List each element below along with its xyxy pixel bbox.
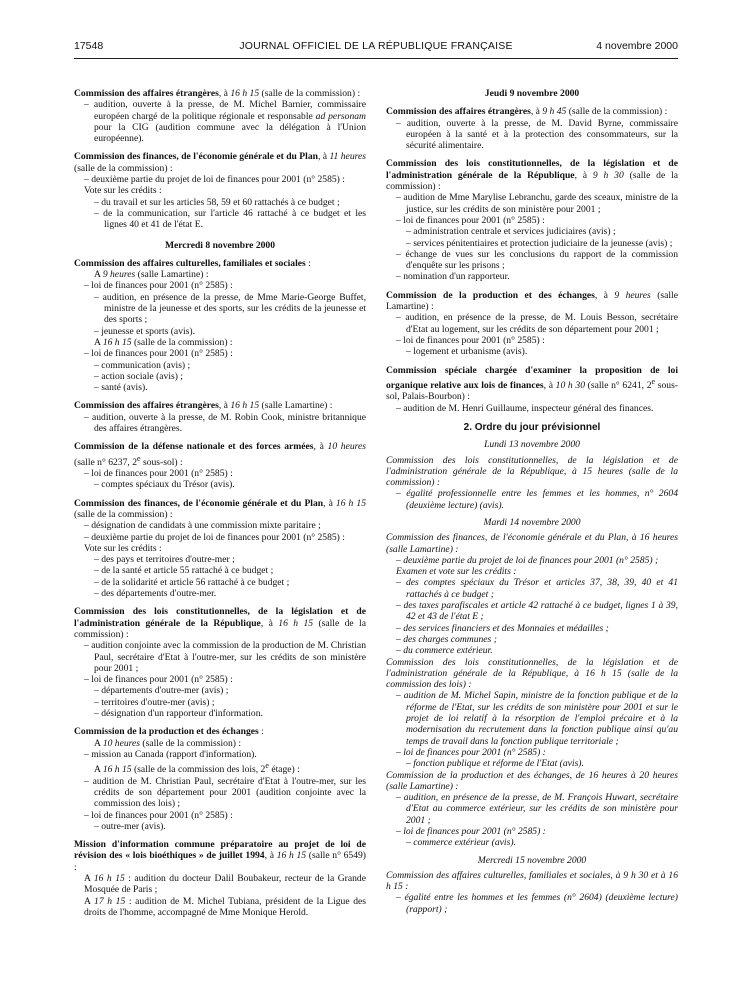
day-heading-monday: Lundi 13 novembre 2000 (484, 439, 580, 451)
agenda-item: – des charges communes ; (396, 633, 497, 645)
agenda-heading: Commission des affaires étrangères, à 9 h 45 (salle de la commission) : (386, 106, 668, 118)
day-heading-thursday: Jeudi 9 novembre 2000 (484, 88, 580, 99)
spacer (74, 832, 366, 839)
right-block-4 (386, 870, 678, 915)
right-block-2 (386, 455, 678, 511)
agenda-item: – fonction publique et réforme de l'Etat (avis). (406, 758, 584, 770)
agenda-item: – deuxième partie du projet de loi de finances pour 2001 (n° 2585) : (84, 531, 345, 543)
agenda-item: – commerce extérieur (avis). (406, 837, 516, 849)
agenda-item: – des services financiers et des Monnaies et médailles ; (396, 622, 609, 634)
agenda-item: – services pénitentiaires et protection judiciaire de la jeunesse (avis) ; (406, 237, 673, 249)
agenda-item: – loi de finances pour 2001 (n° 2585) : (84, 348, 233, 360)
agenda-item: A 10 heures (salle de la commission) : (94, 737, 242, 749)
left-block-2 (74, 258, 366, 918)
agenda-heading: Commission des finances, de l'économie générale et du Plan, à 11 heures (salle de la commission) : (74, 151, 366, 174)
agenda-heading: Commission des lois constitutionnelles, de la législation et de l'administration générale de la République, à 15 heures (salle de la commission) : (386, 454, 678, 489)
agenda-item: – des taxes parafiscales et article 42 rattaché à ce budget, lignes 1 à 39, 42 et 43 de l'état E ; (396, 600, 678, 623)
agenda-item: A 16 h 15 : audition du docteur Dalil Boubakeur, recteur de la Grande Mosquée de Paris ; (84, 873, 366, 896)
spacer (386, 358, 678, 365)
right-column (386, 88, 678, 915)
right-block-1 (386, 106, 678, 414)
day-heading-wednesday-15: Mercredi 15 novembre 2000 (477, 854, 587, 866)
agenda-item: – audition conjointe avec la commission de la production de M. Christian Paul, secrétaire d'Etat à l'outre-mer, sur les crédits de son ministère pour 2001 ; (84, 640, 366, 674)
agenda-item: – audition, en présence de la presse, de M. François Huwart, secrétaire d'Etat au commerce extérieur, sur les crédits de son ministère pour 2001 ; (396, 792, 678, 826)
agenda-item: – mission au Canada (rapport d'information). (84, 748, 257, 760)
agenda-item: – loi de finances pour 2001 (n° 2585) : (396, 746, 546, 758)
agenda-heading: Commission de la défense nationale et des forces armées, à 10 heures (salle n° 6237, 2e sous-sol) : (74, 441, 366, 468)
agenda-item: A 16 h 15 (salle de la commission des lois, 2e étage) : (94, 761, 300, 776)
page-header (74, 40, 678, 56)
agenda-item: – des comptes spéciaux du Trésor et articles 37, 38, 39, 40 et 41 rattachés à ce budget ; (396, 577, 678, 600)
agenda-item: – égalité entre les hommes et les femmes (n° 2604) (deuxième lecture) (rapport) ; (396, 892, 678, 915)
agenda-item: – égalité professionnelle entre les femmes et les hommes, n° 2604 (deuxième lecture) (avis). (396, 488, 678, 511)
agenda-item: – loi de finances pour 2001 (n° 2585) : (84, 468, 233, 480)
section-heading: 2. Ordre du jour prévisionnel (463, 421, 601, 433)
agenda-item: – communication (avis) ; (94, 359, 191, 371)
agenda-item: – jeunesse et sports (avis). (94, 325, 195, 337)
agenda-item: – action sociale (avis) ; (94, 370, 183, 382)
spacer (74, 719, 366, 726)
agenda-item: – loi de finances pour 2001 (n° 2585) : (84, 809, 233, 821)
spacer (74, 599, 366, 606)
agenda-item: – audition, ouverte à la presse, de M. Michel Barnier, commissaire européen chargé de la politique régionale et responsable ad personam pour la CIG (audition commune avec la délégation à l'Union européenne). (84, 99, 366, 145)
agenda-heading: Commission des finances, de l'économie générale et du Plan, à 16 h 15 (salle de la commission) : (74, 497, 366, 520)
agenda-item: – deuxième partie du projet de loi de finances pour 2001 (n° 2585) : (84, 174, 345, 186)
agenda-item: – de la communication, sur l'article 46 rattaché à ce budget et les lignes 40 et 41 de l'état E. (94, 207, 366, 231)
issue-date: 4 novembre 2000 (596, 40, 678, 52)
agenda-heading: Commission des affaires culturelles, familiales et sociales, à 9 h 30 et à 16 h 15 : (386, 869, 678, 893)
agenda-heading: Commission de la production et des échanges, à 9 heures (salle Lamartine) : (386, 289, 678, 313)
agenda-item: – de la santé et article 55 rattaché à ce budget ; (94, 565, 274, 577)
spacer (74, 393, 366, 400)
agenda-item: Examen et vote sur les crédits : (396, 566, 517, 578)
agenda-item: – audition de M. Henri Guillaume, inspecteur général des finances. (396, 402, 654, 414)
agenda-item: – de la solidarité et article 56 rattaché à ce budget ; (94, 576, 290, 588)
agenda-item: – loi de finances pour 2001 (n° 2585) : (396, 214, 545, 226)
agenda-item: – des pays et territoires d'outre-mer ; (94, 554, 235, 566)
agenda-item: – loi de finances pour 2001 (n° 2585) : (396, 826, 546, 837)
agenda-heading: Commission de la production et des échanges, de 16 heures à 20 heures (salle Lamartine) : (386, 769, 678, 792)
spacer (386, 283, 678, 290)
agenda-heading: Mission d'information commune préparatoire au projet de loi de révision des « lois bioéthiques » de juillet 1994, à 16 h 15 (salle n° 6549) : (74, 839, 366, 873)
agenda-item: – deuxième partie du projet de loi de finances pour 2001 (n° 2585) ; (396, 554, 659, 566)
day-heading-tuesday: Mardi 14 novembre 2000 (483, 516, 581, 528)
agenda-item: Vote sur les crédits : (84, 542, 162, 554)
agenda-item: – audition de M. Michel Sapin, ministre de la fonction publique et de la réforme de l'Etat, sur les crédits de son ministère pour 2001 et sur le projet de loi relatif à la résorption de l'emploi précaire et à la modernisation du recrutement dans la fonction publique ainsi qu'au temps de travail dans la fonction publique territoriale ; (396, 690, 678, 747)
agenda-item: – départements d'outre-mer (avis) ; (94, 685, 229, 697)
agenda-item: – audition de Mme Marylise Lebranchu, garde des sceaux, ministre de la justice, sur les crédits de son ministère pour 2001 ; (396, 192, 678, 215)
left-column (74, 88, 366, 918)
agenda-item: – territoires d'outre-mer (avis) ; (94, 696, 215, 708)
agenda-item: – désignation de candidats à une commission mixte paritaire ; (84, 520, 321, 532)
agenda-item: – des départements d'outre-mer. (94, 588, 217, 600)
journal-title: JOURNAL OFFICIEL DE LA RÉPUBLIQUE FRANÇAISE (239, 40, 513, 52)
agenda-item: – désignation d'un rapporteur d'information. (94, 708, 263, 720)
agenda-heading: Commission spéciale chargée d'examiner la proposition de loi organique relative aux lois de finances, à 10 h 30 (salle n° 6241, 2e sous-sol, Palais-Bourbon) : (386, 364, 678, 403)
agenda-item: – nomination d'un rapporteur. (396, 271, 510, 283)
agenda-item: – outre-mer (avis). (94, 820, 166, 832)
agenda-item: A 17 h 15 : audition de M. Michel Tubiana, président de la Ligue des droits de l'homme, accompagné de Mme Monique Herold. (84, 895, 367, 918)
agenda-item: – audition, ouverte à la presse, de M. David Byrne, commissaire européen à la santé et à la protection des consommateurs, sur la sécurité alimentaire. (396, 117, 678, 152)
agenda-heading: Commission des affaires culturelles, familiales et sociales : (74, 257, 311, 269)
header-rule (74, 58, 678, 59)
agenda-heading: Commission de la production et des échanges : (74, 726, 264, 738)
agenda-item: – audition, en présence de la presse, de M. Louis Besson, secrétaire d'Etat au logement, sur les crédits de son département pour 2001 ; (396, 312, 678, 335)
agenda-heading: Commission des lois constitutionnelles, de la législation et de l'administration générale de la République, à 16 h 15 (salle de la commission) : (74, 606, 366, 640)
agenda-heading: Commission des affaires étrangères, à 16 h 15 (salle de la commission) : (74, 88, 361, 99)
agenda-item: A 9 heures (salle Lamartine) : (94, 269, 209, 281)
agenda-item: – audition, en présence de la presse, de Mme Marie-George Buffet, ministre de la jeunesse et des sports, sur les crédits de la jeunesse et des sports ; (94, 291, 366, 326)
agenda-item: – du travail et sur les articles 58, 59 et 60 rattachés à ce budget ; (94, 196, 340, 208)
agenda-item: – loi de finances pour 2001 (n° 2585) : (396, 334, 545, 346)
agenda-heading: Commission des finances, de l'économie générale et du Plan, à 16 heures (salle Lamartine) : (386, 532, 678, 555)
agenda-heading: Commission des affaires étrangères, à 16 h 15 (salle Lamartine) : (74, 400, 333, 412)
spacer (74, 491, 366, 498)
agenda-item: – administration centrale et services judiciaires (avis) ; (406, 226, 616, 238)
spacer (74, 434, 366, 441)
page-number: 17548 (74, 40, 104, 52)
spacer (386, 151, 678, 158)
day-heading-wednesday: Mercredi 8 novembre 2000 (164, 239, 276, 251)
agenda-item: Vote sur les crédits : (84, 185, 162, 197)
agenda-item: – échange de vues sur les conclusions du rapport de la commission d'enquête sur les prisons ; (396, 248, 678, 272)
agenda-item: – du commerce extérieur. (396, 645, 493, 657)
agenda-item: – santé (avis). (94, 382, 148, 394)
agenda-heading: Commission des lois constitutionnelles, de la législation et de l'administration générale de la République, à 9 h 30 (salle de la commission) : (386, 158, 678, 193)
agenda-item: – loi de finances pour 2001 (n° 2585) : (84, 280, 233, 292)
right-block-3 (386, 532, 678, 848)
left-block-1 (74, 88, 366, 231)
agenda-item: – comptes spéciaux du Trésor (avis). (94, 479, 235, 491)
spacer (74, 144, 366, 151)
agenda-item: – audition, ouverte à la presse, de M. Robin Cook, ministre britannique des affaires étrangères. (84, 411, 366, 435)
agenda-item: – audition de M. Christian Paul, secrétaire d'Etat à l'outre-mer, sur les crédits de son département pour 2001 (audition conjointe avec la commission des lois) ; (84, 775, 366, 810)
agenda-item: – logement et urbanisme (avis). (406, 346, 528, 358)
agenda-item: A 16 h 15 (salle de la commission) : (94, 336, 233, 348)
agenda-heading: Commission des lois constitutionnelles, de la législation et de l'administration générale de la République, à 16 h 15 (salle de la commission des lois) : (386, 656, 678, 691)
agenda-item: – loi de finances pour 2001 (n° 2585) : (84, 674, 233, 686)
